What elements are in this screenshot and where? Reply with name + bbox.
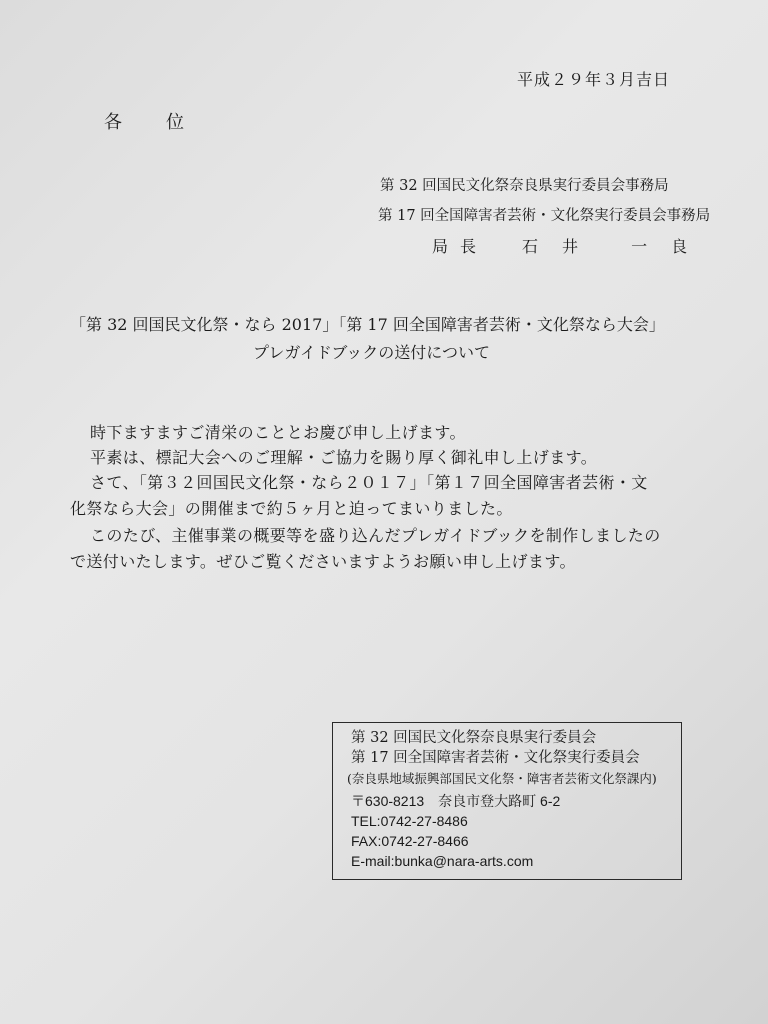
sender-line-2: 第 17 回全国障害者芸術・文化祭実行委員会事務局: [378, 208, 711, 224]
sender-title: 局長: [432, 237, 489, 256]
contact-org-2: 第 17 回全国障害者芸術・文化祭実行委員会: [351, 750, 640, 766]
sender-line-1: 第 32 回国民文化祭奈良県実行委員会事務局: [380, 178, 669, 194]
contact-tel: TEL:0742-27-8486: [351, 813, 468, 829]
body-line: 化祭なら大会」の開催まで約５ヶ月と迫ってまいりました。: [70, 499, 513, 518]
contact-email: E-mail:bunka@nara-arts.com: [351, 853, 534, 869]
subject-line-1: 「第 32 回国民文化祭・なら 2017」「第 17 回全国障害者芸術・文化祭なら大会」: [70, 315, 665, 334]
body-line: このたび、主催事業の概要等を盛り込んだプレガイドブックを制作しましたの: [90, 526, 661, 545]
contact-fax: FAX:0742-27-8466: [351, 833, 469, 849]
contact-box: [332, 722, 682, 880]
subject-line-2: プレガイドブックの送付について: [253, 343, 490, 362]
body-line: さて、「第３２回国民文化祭・なら２０１７」「第１７回全国障害者芸術・文: [90, 473, 648, 492]
letter-date: 平成２９年３月吉日: [517, 70, 671, 89]
sender-signature: [432, 239, 711, 255]
addressee: 各位: [104, 112, 228, 133]
sender-name: 石井 一良: [522, 237, 712, 256]
body-line: 平素は、標記大会へのご理解・ご協力を賜り厚く御礼申し上げます。: [90, 448, 598, 467]
contact-address: 〒630-8213 奈良市登大路町 6-2: [351, 793, 561, 809]
body-line: で送付いたします。ぜひご覧くださいますようお願い申し上げます。: [70, 552, 576, 571]
body-line: 時下ますますご清栄のこととお慶び申し上げます。: [90, 423, 466, 442]
contact-department: (奈良県地域振興部国民文化祭・障害者芸術文化祭課内): [347, 771, 657, 786]
contact-org-1: 第 32 回国民文化祭奈良県実行委員会: [351, 730, 597, 746]
